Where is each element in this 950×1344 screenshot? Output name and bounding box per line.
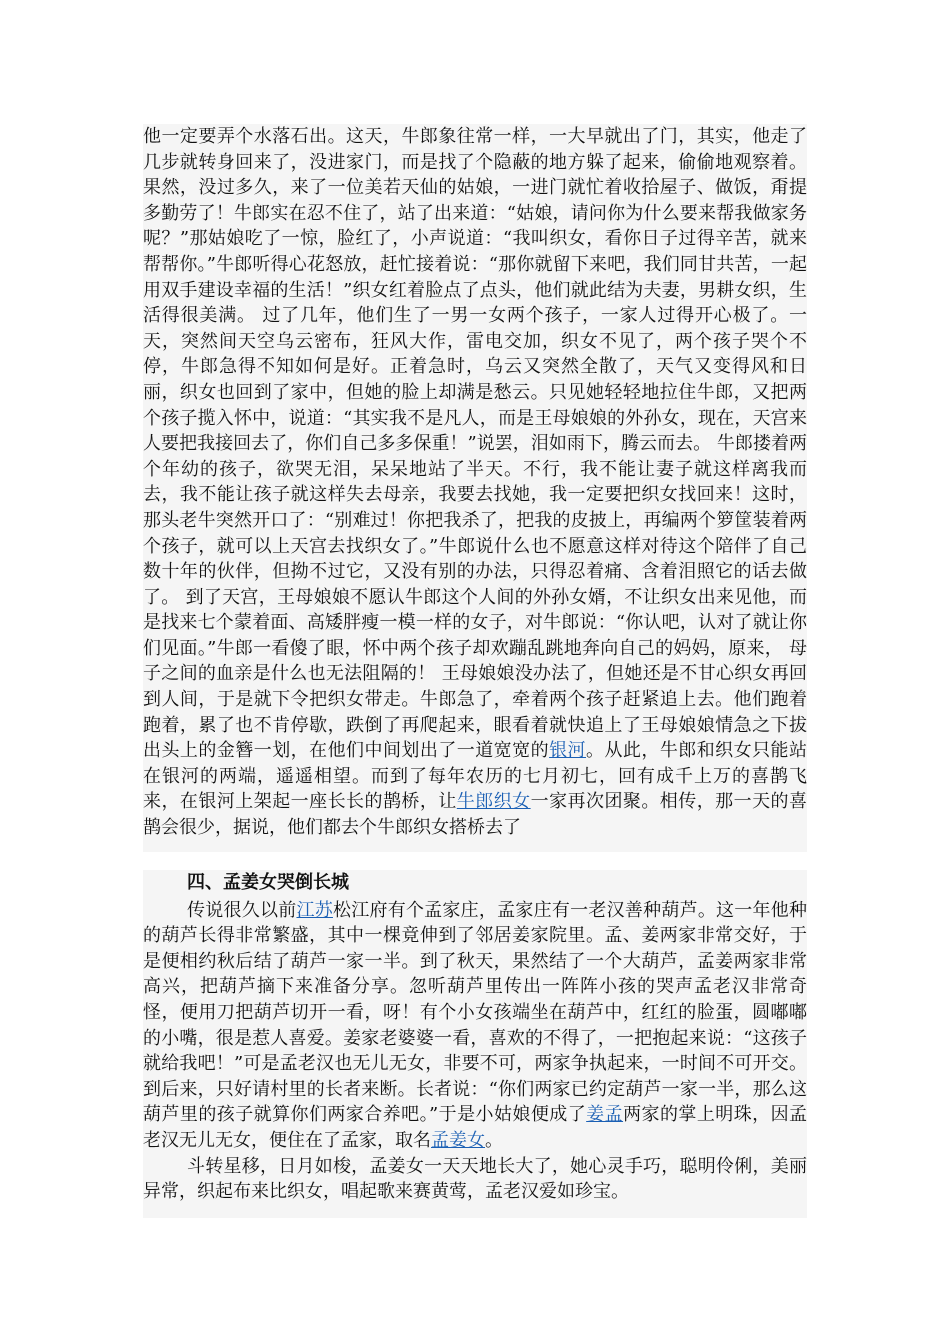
paragraph-text: 一家再次团聚。相传，那一天的喜鹊会很少，据说，他们都去个牛郎织女搭桥去了 — [143, 791, 808, 839]
story-paragraph: 斗转星移，日月如梭，孟姜女一天天地长大了，她心灵手巧，聪明伶俐，美丽异常，织起布来比织女，唱起歌来赛黄莺，孟老汉爱如珍宝。 — [143, 1155, 807, 1203]
story-section-meng-jiangnv — [143, 870, 807, 1218]
link-jiangmeng[interactable]: 姜孟 — [586, 1104, 624, 1126]
link-jiangsu[interactable]: 江苏 — [296, 899, 333, 921]
paragraph-text: 两家的掌上明珠，因孟老汉无儿无女，便住在了孟家，取名 — [143, 1104, 808, 1151]
paragraph-text: 他一定要弄个水落石出。这天，牛郎象往常一样，一大早就出了门，其实，他走了几步就转身回来了，没进家门，而是找了个隐蔽的地方躲了起来，偷偷地观察着。果然，没过多久，来了一位美若天仙的姑娘，一进门就忙着收拾屋子、做饭，甭提多勤劳了！牛郎实在忍不住了，站了出来道：“姑娘，请问你为什么要来帮我做家务呢？”那姑娘吃了一惊，脸红了，小声说道：“我叫织女，看你日子过得辛苦，就来帮帮你。”牛郎听得心花怒放，赶忙接着说：“那你就留下来吧，我们同甘共苦，一起用双手建设幸福的生活！”织女红着脸点了点头，他们就此结为夫妻，男耕女织，生活得很美满。 过了几年，他们生了一男一女两个孩子，一家人过得开心极了。一天，突然间天空乌云密布，狂风大作，雷电交加，织女不见了，两个孩子哭个不停，牛郎急得不知如何是好。正着急时，乌云又突然全散了，天气又变得风和日丽，织女也回到了家中，但她的脸上却满是愁云。只见她轻轻地拉住牛郎，又把两个孩子揽入怀中，说道：“其实我不是凡人，而是王母娘娘的外孙女，现在，天宫来人要把我接回去了，你们自己多多保重！”说罢，泪如雨下，腾云而去。 牛郎搂着两个年幼的孩子，欲哭无泪，呆呆地站了半天。不行，我不能让妻子就这样离我而去，我不能让孩子就这样失去母亲，我要去找她，我一定要把织女找回来！这时，那头老牛突然开口了：“别难过！你把我杀了，把我的皮披上，再编两个箩筐装着两个孩子，就可以上天宫去找织女了。”牛郎说什么也不愿意这样对待这个陪伴了自己数十年的伙伴，但拗不过它，又没有别的办法，只得忍着痛、含着泪照它的话去做了。 到了天宫，王母娘娘不愿认牛郎这个人间的外孙女婿，不让织女出来见他，而是找来七个蒙着面、高矮胖瘦一模一样的女子，对牛郎说：“你认吧，认对了就让你们见面。”牛郎一看傻了眼，怀中两个孩子却欢蹦乱跳地奔向自己的妈妈，原来， 母子之间的血亲是什么也无法阻隔的！ 王母娘娘没办法了，但她还是不甘心织女再回到人间，于是就下令把织女带走。牛郎急了，牵着两个孩子赶紧追上去。他们跑着跑着，累了也不肯停歇，跌倒了再爬起来，眼看着就快追上了王母娘娘情急之下拔出头上的金簪一划，在他们中间划出了一道宽宽的 — [143, 126, 807, 762]
paragraph-text: 。从此，牛郎和织女只能站在银河的两端，遥遥相望。而到了每年农历的七月初七，回有成千上万的喜鹊飞来，在银河上架起一座长长的鹊桥，让 — [143, 740, 808, 813]
paragraph-text: 。 — [485, 1129, 503, 1151]
link-meng-jiangnv[interactable]: 孟姜女 — [431, 1129, 485, 1151]
paragraph-text: 传说很久以前 — [187, 899, 297, 921]
story-paragraph — [143, 898, 807, 1154]
link-yinhe[interactable]: 银河 — [549, 740, 586, 762]
story-section-niulang-zhinv — [143, 124, 807, 852]
section-heading: 四、孟姜女哭倒长城 — [187, 872, 349, 893]
link-niulang-zhinv[interactable]: 牛郎织女 — [456, 791, 531, 813]
story-paragraph — [143, 124, 807, 841]
paragraph-text: 松江府有个孟家庄，孟家庄有一老汉善种葫芦。这一年他种的葫芦长得非常繁盛，其中一棵竟伸到了邻居姜家院里。孟、姜两家非常交好，于是便相约秋后结了葫芦一家一半。到了秋天，果然结了一个大葫芦，孟姜两家非常高兴，把葫芦摘下来准备分享。忽听葫芦里传出一阵阵小孩的哭声孟老汉非常奇怪，便用刀把葫芦切开一看，呀！有个小女孩端坐在葫芦中，红红的脸蛋，圆嘟嘟的小嘴，很是惹人喜爱。姜家老婆婆一看，喜欢的不得了，一把抱起来说：“这孩子就给我吧！”可是孟老汉也无儿无女，非要不可，两家争执起来，一时间不可开交。到后来，只好请村里的长者来断。长者说：“你们两家已约定葫芦一家一半，那么这葫芦里的孩子就算你们两家合养吧。”于是小姑娘便成了 — [143, 899, 808, 1126]
